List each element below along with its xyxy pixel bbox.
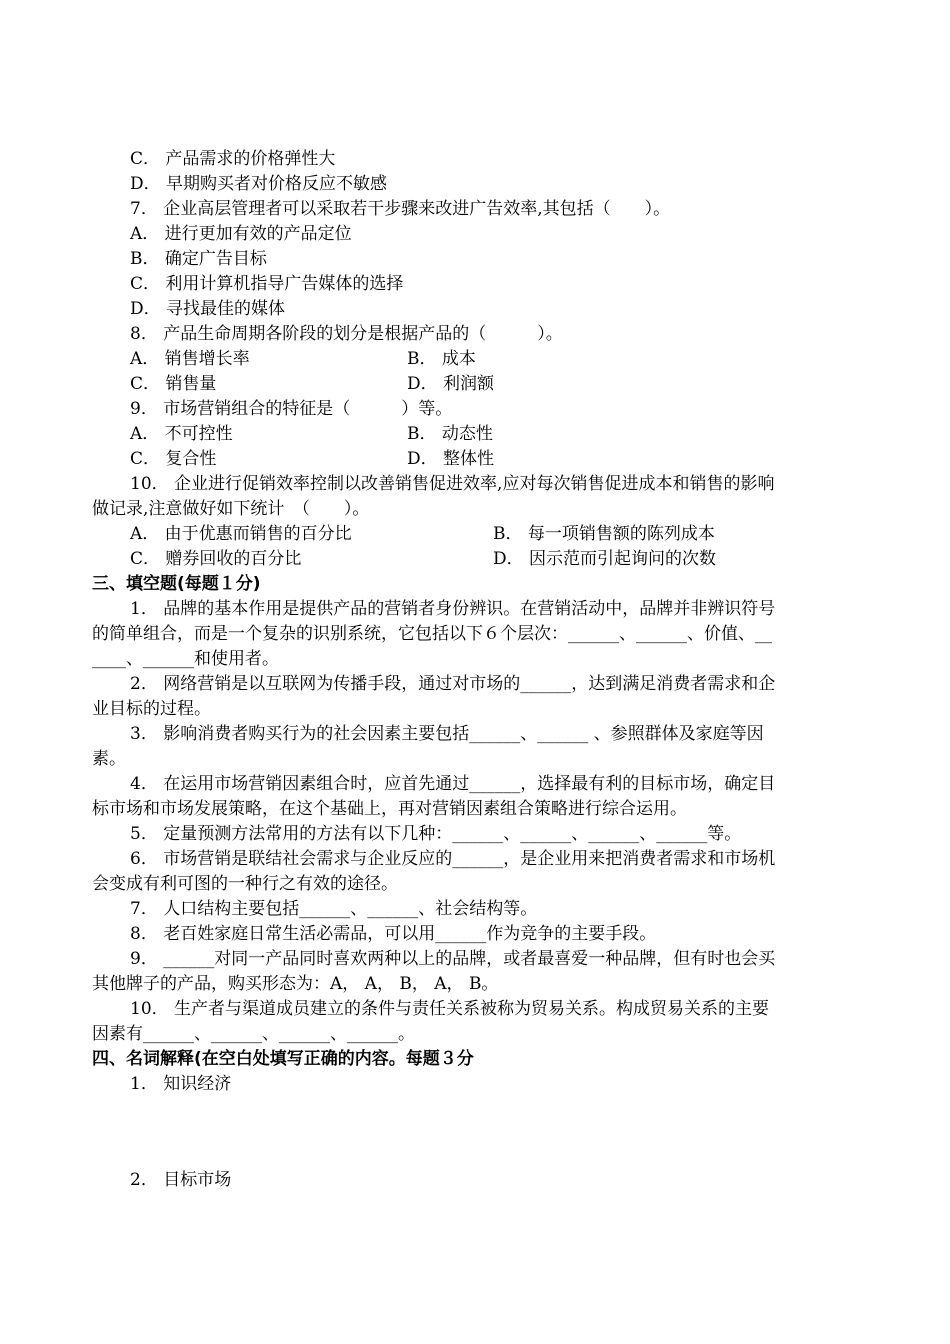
term-item-2: 2． 目标市场 bbox=[130, 1170, 232, 1190]
fill-q10-line2: 因素有______、______、______、______。 bbox=[92, 1024, 415, 1044]
q9-option-c: C． 复合性 bbox=[130, 449, 217, 469]
q10-stem-line1: 10． 企业进行促销效率控制以改善销售促进效率,应对每次销售促进成本和销售的影响 bbox=[130, 474, 775, 494]
answer-space bbox=[92, 1097, 858, 1168]
fill-q2-line1: 2． 网络营销是以互联网为传播手段，通过对市场的______，达到满足消费者需求和企 bbox=[130, 674, 776, 694]
q10-option-a: A． 由于优惠而销售的百分比 bbox=[130, 524, 352, 544]
fill-q7-line1: 7． 人口结构主要包括______、______、社会结构等。 bbox=[130, 899, 538, 919]
fill-q1-line3: ____、______和使用者。 bbox=[92, 649, 279, 669]
term-item-1: 1． 知识经济 bbox=[130, 1074, 232, 1094]
fill-q3-line2: 素。 bbox=[92, 749, 126, 769]
q10-option-d: D． 因示范而引起询问的次数 bbox=[493, 549, 717, 569]
fill-q1-line2: 的简单组合，而是一个复杂的识别系统，它包括以下６个层次：______、______、价值、__ bbox=[92, 624, 772, 644]
q10-stem-line2: 做记录,注意做好如下统计 （ ）。 bbox=[92, 499, 370, 519]
q6-option-c: C． 产品需求的价格弹性大 bbox=[130, 149, 336, 169]
q8-option-a: A． 销售增长率 bbox=[130, 349, 250, 369]
q6-option-d: D． 早期购买者对价格反应不敏感 bbox=[130, 174, 388, 194]
q8-option-b: B． 成本 bbox=[407, 349, 476, 369]
q10-option-c: C． 赠券回收的百分比 bbox=[130, 549, 302, 569]
fill-q8-line1: 8． 老百姓家庭日常生活必需品，可以用______作为竞争的主要手段。 bbox=[130, 924, 657, 944]
q10-options-row2 bbox=[92, 547, 858, 572]
section4-title: 四、名词解释(在空白处填写正确的内容。每题３分 bbox=[92, 1049, 474, 1069]
q7-stem: 7． 企业高层管理者可以采取若干步骤来改进广告效率,其包括（ ）。 bbox=[130, 199, 671, 219]
q8-option-d: D． 利润额 bbox=[407, 374, 495, 394]
fill-q4-line2: 标市场和市场发展策略，在这个基础上，再对营销因素组合策略进行综合运用。 bbox=[92, 799, 687, 819]
fill-q10-line1: 10． 生产者与渠道成员建立的条件与责任关系被称为贸易关系。构成贸易关系的主要 bbox=[130, 999, 770, 1019]
q8-options-row2 bbox=[92, 372, 858, 397]
fill-q2-line2: 业目标的过程。 bbox=[92, 699, 211, 719]
fill-q6-line2: 会变成有利可图的一种行之有效的途径。 bbox=[92, 874, 398, 894]
fill-q1-line1: 1． 品牌的基本作用是提供产品的营销者身份辨识。在营销活动中，品牌并非辨识符号 bbox=[130, 599, 776, 619]
q7-option-a: A． 进行更加有效的产品定位 bbox=[130, 224, 352, 244]
section3-title: 三、填空题(每题１分) bbox=[92, 574, 261, 594]
q10-option-b: B． 每一项销售额的陈列成本 bbox=[493, 524, 715, 544]
q9-stem: 9． 市场营销组合的特征是（ ）等。 bbox=[130, 399, 453, 419]
fill-q9-line2: 其他牌子的产品，购买形态为：A， A， B， A， B。 bbox=[92, 974, 499, 994]
q9-options-row1 bbox=[92, 422, 858, 447]
q8-options-row1 bbox=[92, 347, 858, 372]
q7-option-b: B． 确定广告目标 bbox=[130, 249, 267, 269]
q9-option-a: A． 不可控性 bbox=[130, 424, 233, 444]
fill-q5-line1: 5． 定量预测方法常用的方法有以下几种：______、______、______、______等。 bbox=[130, 824, 742, 844]
fill-q4-line1: 4． 在运用市场营销因素组合时，应首先通过______，选择最有利的目标市场，确定目 bbox=[130, 774, 776, 794]
fill-q3-line1: 3． 影响消费者购买行为的社会因素主要包括______、______ 、参照群体及家庭等因 bbox=[130, 724, 764, 744]
q9-options-row2 bbox=[92, 447, 858, 472]
q7-option-c: C． 利用计算机指导广告媒体的选择 bbox=[130, 274, 404, 294]
q8-stem: 8． 产品生命周期各阶段的划分是根据产品的（ ）。 bbox=[130, 324, 563, 344]
q10-options-row1 bbox=[92, 522, 858, 547]
q7-option-d: D． 寻找最佳的媒体 bbox=[130, 299, 286, 319]
fill-q9-line1: 9． ______对同一产品同时喜欢两种以上的品牌，或者最喜爱一种品牌，但有时也会买 bbox=[130, 949, 776, 969]
q9-option-d: D． 整体性 bbox=[407, 449, 495, 469]
fill-q6-line1: 6． 市场营销是联结社会需求与企业反应的______，是企业用来把消费者需求和市场机 bbox=[130, 849, 776, 869]
q9-option-b: B． 动态性 bbox=[407, 424, 493, 444]
q8-option-c: C． 销售量 bbox=[130, 374, 217, 394]
